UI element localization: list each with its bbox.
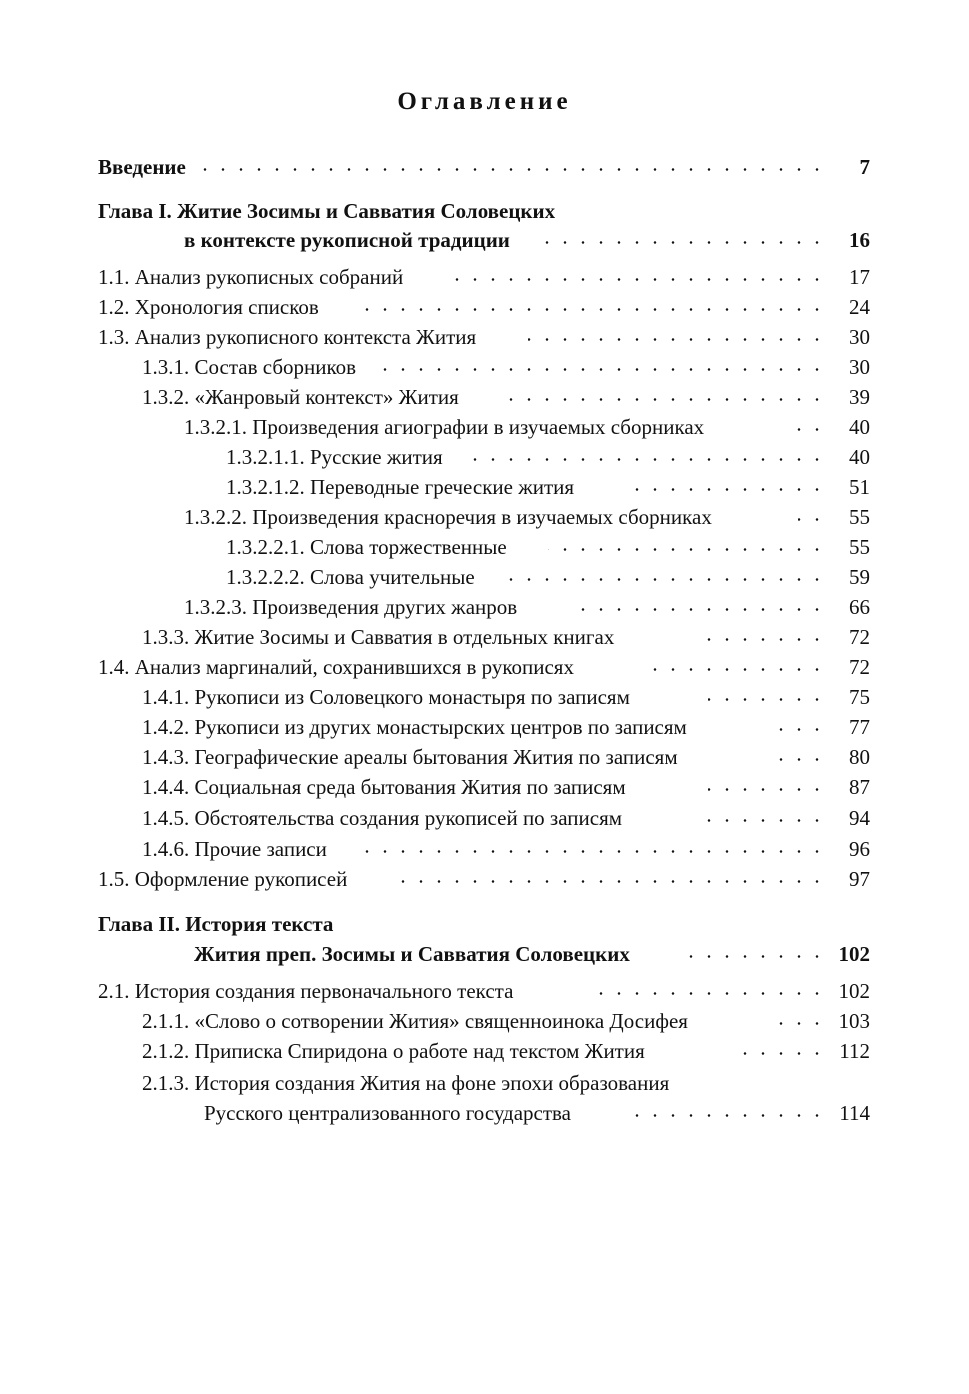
- toc-entry-2-1-2[interactable]: 2.1.2. Приписка Спиридона о работе над текстом Жития 112: [98, 1036, 870, 1066]
- chapter-2-heading: Глава II. История текста: [98, 912, 334, 936]
- toc-entry-chapter-1[interactable]: в контексте рукописной традиции 16: [98, 225, 870, 255]
- toc-entry-1-3-2-1-2[interactable]: 1.3.2.1.2. Переводные греческие жития 51: [98, 472, 870, 502]
- toc-entry-1-4-6[interactable]: 1.4.6. Прочие записи 96: [98, 834, 870, 864]
- toc-entry-1-4-2[interactable]: 1.4.2. Рукописи из других монастырских центров по записям 77: [98, 712, 870, 742]
- toc-entry-1-4[interactable]: 1.4. Анализ маргиналий, сохранившихся в рукописях 72: [98, 652, 870, 682]
- toc-entry-1-3-2-2-2[interactable]: 1.3.2.2.2. Слова учительные 59: [98, 562, 870, 592]
- toc-entry-2-1-3[interactable]: Русского централизованного государства 114: [98, 1098, 870, 1128]
- toc-entry-1-3-2-2-1[interactable]: 1.3.2.2.1. Слова торжественные 55: [98, 532, 870, 562]
- toc-entry-chapter-2[interactable]: Жития преп. Зосимы и Савватия Соловецких 102: [98, 939, 870, 969]
- toc-entry-1-1[interactable]: 1.1. Анализ рукописных собраний 17: [98, 262, 870, 292]
- toc-entry-1-4-4[interactable]: 1.4.4. Социальная среда бытования Жития по записям 87: [98, 772, 870, 802]
- toc-entry-2-1[interactable]: 2.1. История создания первоначального текста 102: [98, 976, 870, 1006]
- toc-entry-introduction[interactable]: Введение 7: [98, 152, 870, 182]
- toc-entry-1-4-1[interactable]: 1.4.1. Рукописи из Соловецкого монастыря по записям 75: [98, 682, 870, 712]
- toc-entry-1-4-3[interactable]: 1.4.3. Географические ареалы бытования Жития по записям 80: [98, 742, 870, 772]
- toc-entry-2-1-1[interactable]: 2.1.1. «Слово о сотворении Жития» священноинока Досифея 103: [98, 1006, 870, 1036]
- page-title: Оглавление: [397, 88, 572, 115]
- toc-entry-1-3-2-2[interactable]: 1.3.2.2. Произведения красноречия в изучаемых сборниках 55: [98, 502, 870, 532]
- toc-entry-1-3-2-1-1[interactable]: 1.3.2.1.1. Русские жития 40: [98, 442, 870, 472]
- chapter-1-heading: Глава I. Житие Зосимы и Савватия Соловецких: [98, 199, 556, 223]
- toc-entry-1-5[interactable]: 1.5. Оформление рукописей 97: [98, 864, 870, 894]
- toc-entry-1-3-3[interactable]: 1.3.3. Житие Зосимы и Савватия в отдельных книгах 72: [98, 622, 870, 652]
- toc-entry-2-1-3-line1: 2.1.3. История создания Жития на фоне эпохи образования: [142, 1071, 670, 1095]
- toc-entry-1-3-1[interactable]: 1.3.1. Состав сборников 30: [98, 352, 870, 382]
- toc-entry-1-3-2-3[interactable]: 1.3.2.3. Произведения других жанров 66: [98, 592, 870, 622]
- toc-entry-1-3-2[interactable]: 1.3.2. «Жанровый контекст» Жития 39: [98, 382, 870, 412]
- toc-entry-1-3-2-1[interactable]: 1.3.2.1. Произведения агиографии в изучаемых сборниках 40: [98, 412, 870, 442]
- toc-entry-1-4-5[interactable]: 1.4.5. Обстоятельства создания рукописей по записям 94: [98, 803, 870, 833]
- toc-entry-1-3[interactable]: 1.3. Анализ рукописного контекста Жития 30: [98, 322, 870, 352]
- toc-entry-1-2[interactable]: 1.2. Хронология списков 24: [98, 292, 870, 322]
